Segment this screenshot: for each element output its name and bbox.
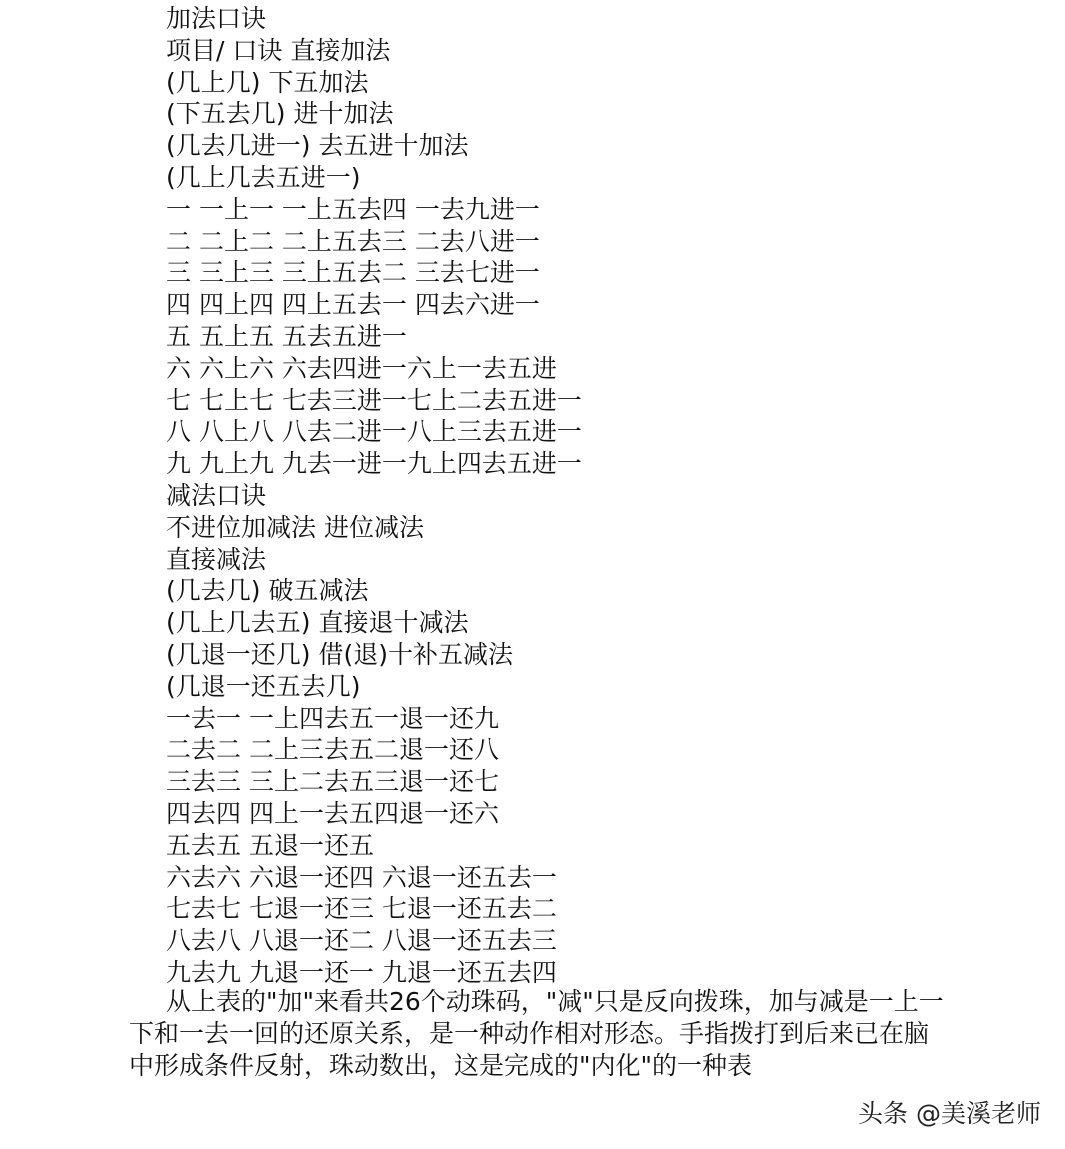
formula-line: (几去几) 破五减法 (166, 576, 369, 606)
formula-line: 不进位加减法 进位减法 (166, 512, 424, 542)
formula-line: (下五去几) 进十加法 (166, 99, 394, 129)
formula-line: (几上几) 下五加法 (166, 67, 369, 97)
formula-line: 九 九上九 九去一进一九上四去五进一 (166, 449, 582, 479)
formula-line: 七去七 七退一还三 七退一还五去二 (166, 894, 557, 924)
formula-line: (几去几进一) 去五进十加法 (166, 131, 469, 161)
formula-line: 四 四上四 四上五去一 四去六进一 (166, 290, 540, 320)
formula-line: 七 七上七 七去三进一七上二去五进一 (166, 385, 582, 415)
formula-line: (几退一还五去几) (166, 671, 361, 701)
formula-line: 一 一上一 一上五去四 一去九进一 (166, 194, 540, 224)
formula-line: 二去二 二上三去五二退一还八 (166, 735, 499, 765)
formula-line: 加法口诀 (166, 4, 267, 33)
formula-line: 八 八上八 八去二进一八上三去五进一 (166, 417, 582, 447)
formula-line: 项目/ 口诀 直接加法 (166, 35, 391, 65)
watermark: 头条 @美溪老师 (858, 1099, 1041, 1128)
formula-line: (几上几去五进一) (166, 162, 361, 192)
formula-line: (几退一还几) 借(退)十补五减法 (166, 639, 513, 669)
formula-line: 一去一 一上四去五一退一还九 (166, 703, 499, 733)
formula-line: 六去六 六退一还四 六退一还五去一 (166, 862, 557, 892)
formula-line: 五 五上五 五去五进一 (166, 321, 407, 351)
formula-line: 六 六上六 六去四进一六上一去五进 (166, 353, 557, 383)
formula-line: 九去九 九退一还一 九退一还五去四 (166, 957, 557, 987)
formula-line: 直接减法 (166, 544, 267, 574)
formula-line: 三 三上三 三上五去二 三去七进一 (166, 258, 540, 288)
formula-line: 减法口诀 (166, 480, 267, 510)
formula-line: 二 二上二 二上五去三 二去八进一 (166, 226, 540, 256)
formula-list (166, 3, 582, 989)
explanation-paragraph: 从上表的"加"来看共26个动珠码，"减"只是反向拨珠，加与减是一上一下和一去一回的还原关系，是一种动作相对形态。手指拨打到后来已在脑中形成条件反射，珠动数出，这是完成的"内化"的一种表 (129, 987, 944, 1080)
formula-line: 三去三 三上二去五三退一还七 (166, 767, 499, 797)
formula-line: 四去四 四上一去五四退一还六 (166, 798, 499, 828)
formula-line: 五去五 五退一还五 (166, 830, 374, 860)
formula-line: 八去八 八退一还二 八退一还五去三 (166, 926, 557, 956)
formula-line: (几上几去五) 直接退十减法 (166, 608, 469, 638)
